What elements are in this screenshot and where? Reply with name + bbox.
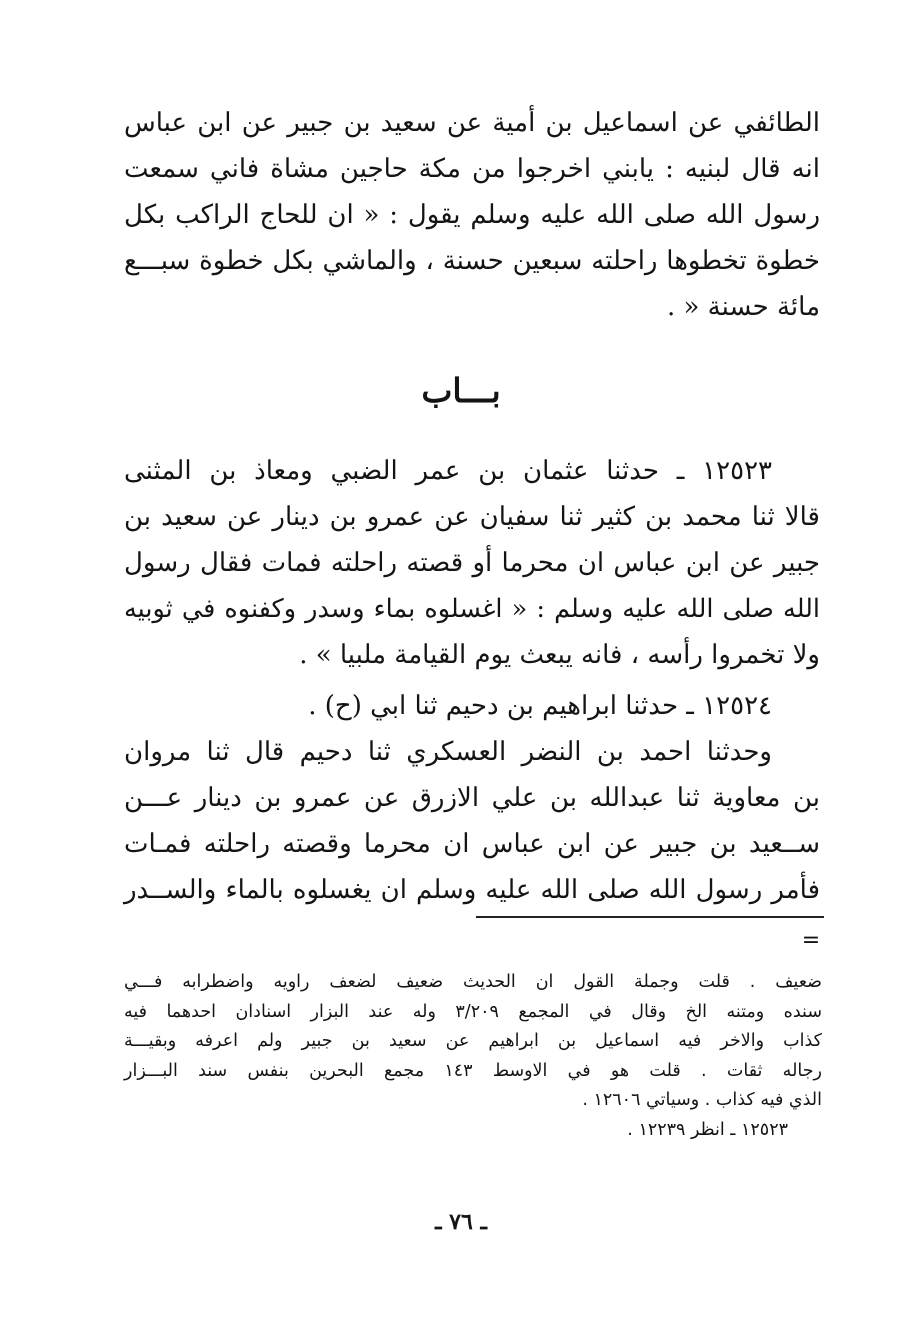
- text-line: ســعيد بن جبير عن ابن عباس ان محرما وقصته راحلته فمـات: [124, 829, 820, 859]
- footnotes: [124, 968, 822, 1145]
- hadith-12524: [124, 683, 820, 729]
- footnote-continuation-mark: =: [801, 928, 821, 953]
- text-line: رسول الله صلى الله عليه وسلم يقول : « ان للحاج الراكب بكل: [124, 200, 820, 230]
- footnote-divider: [476, 916, 824, 918]
- text-line: قالا ثنا محمد بن كثير ثنا سفيان عن عمرو بن دينار عن سعيد بن: [124, 502, 820, 532]
- hadith-12523: [124, 448, 820, 678]
- footnote-line: ١٢٥٢٣ ـ انظر ١٢٢٣٩ .: [627, 1119, 788, 1140]
- text-line: الله صلى الله عليه وسلم : « اغسلوه بماء وسدر وكفنوه في ثوبيه: [124, 594, 820, 624]
- text-line: وحدثنا احمد بن النضر العسكري ثنا دحيم قال ثنا مروان: [124, 737, 772, 767]
- text-line: ١٢٥٢٤ ـ حدثنا ابراهيم بن دحيم ثنا ابي (ح) .: [308, 691, 772, 721]
- footnote-line: كذاب والاخر فيه اسماعيل بن ابراهيم عن سعيد بن جبير ولم اعرفه وبقيـــة: [124, 1031, 822, 1051]
- text-line: ١٢٥٢٣ ـ حدثنا عثمان بن عمر الضبي ومعاذ بن المثنى: [124, 456, 772, 486]
- text-line: جبير عن ابن عباس ان محرما أو قصته راحلته فمات فقال رسول: [124, 548, 820, 578]
- footnote-line: سنده ومتنه الخ وقال في المجمع ٣/٢٠٩ وله عند البزار اسنادان احدهما فيه: [124, 1001, 822, 1022]
- footnote-line: الذي فيه كذاب . وسياتي ١٢٦٠٦ .: [582, 1090, 822, 1110]
- hadith-12524-continuation: [124, 729, 820, 913]
- opening-paragraph: [124, 100, 820, 330]
- text-line: انه قال لبنيه : يابني اخرجوا من مكة حاجين مشاة فاني سمعت: [124, 154, 820, 184]
- text-line: مائة حسنة « .: [666, 292, 820, 322]
- text-line: خطوة تخطوها راحلته سبعين حسنة ، والماشي بكل خطوة سبـــع: [124, 246, 820, 276]
- text-line: ولا تخمروا رأسه ، فانه يبعث يوم القيامة ملبيا » .: [299, 640, 820, 670]
- text-line: بن معاوية ثنا عبدالله بن علي الازرق عن عمرو بن دينار عـــن: [124, 783, 820, 813]
- section-heading: بـــاب: [421, 371, 501, 410]
- footnote-line: ضعيف . قلت وجملة القول ان الحديث ضعيف لضعف راويه واضطرابه فـــي: [124, 972, 822, 992]
- text-line: فأمر رسول الله صلى الله عليه وسلم ان يغسلوه بالماء والســدر: [124, 875, 820, 905]
- footnote-line: رجاله ثقات . قلت هو في الاوسط ١٤٣ مجمع البحرين بنفس سند البـــزار: [124, 1060, 822, 1081]
- text-line: الطائفي عن اسماعيل بن أمية عن سعيد بن جبير عن ابن عباس: [124, 108, 820, 138]
- page-number: ـ ٧٦ ـ: [435, 1209, 487, 1235]
